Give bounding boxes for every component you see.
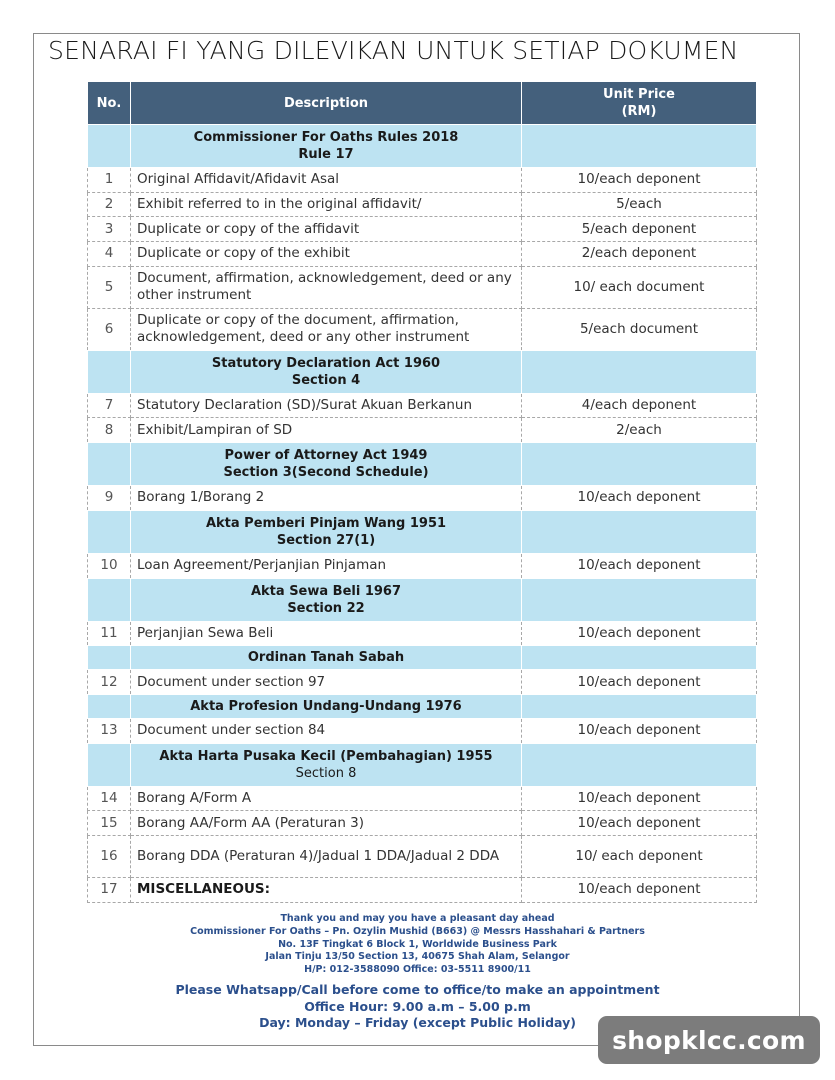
table-row: [88, 192, 757, 217]
section-number-cell: [88, 125, 131, 168]
section-title-line2: Rule 17: [298, 147, 354, 162]
row-unit-price: 5/each document: [522, 308, 757, 350]
table-row: [88, 553, 757, 578]
row-unit-price: 10/each deponent: [522, 877, 757, 902]
footer-contact-line: H/P: 012-3588090 Office: 03-5511 8900/11: [304, 964, 531, 976]
row-number: 3: [88, 217, 131, 242]
row-number: 12: [88, 670, 131, 695]
section-number-cell: [88, 510, 131, 553]
row-description: Original Affidavit/Afidavit Asal: [131, 168, 522, 193]
section-title: [131, 443, 522, 486]
row-unit-price: 4/each deponent: [522, 393, 757, 418]
section-title-line1: Ordinan Tanah Sabah: [247, 650, 405, 666]
section-price-cell: [522, 743, 757, 786]
row-unit-price: 10/each deponent: [522, 553, 757, 578]
footer-contact-line: Jalan Tinju 13/50 Section 13, 40675 Shah Alam, Selangor: [265, 951, 570, 963]
row-number: 15: [88, 811, 131, 836]
table-row: [88, 621, 757, 646]
row-number: 5: [88, 266, 131, 308]
footer-contact: [110, 913, 725, 977]
section-title-line1: Commissioner For Oaths Rules 2018: [193, 130, 459, 145]
row-number: 6: [88, 308, 131, 350]
row-unit-price: 10/each deponent: [522, 621, 757, 646]
row-description: Duplicate or copy of the document, affirmation, acknowledgement, deed or any other instrument: [131, 308, 522, 350]
row-number: 11: [88, 621, 131, 646]
section-price-cell: [522, 125, 757, 168]
row-description: Loan Agreement/Perjanjian Pinjaman: [131, 553, 522, 578]
section-number-cell: [88, 646, 131, 670]
row-number: 14: [88, 786, 131, 811]
section-number-cell: [88, 350, 131, 393]
section-header-row: [88, 125, 757, 168]
section-number-cell: [88, 578, 131, 621]
header-unit-price-currency: (RM): [621, 104, 657, 119]
page-title: SENARAI FI YANG DILEVIKAN UNTUK SETIAP DOKUMEN: [48, 36, 739, 65]
row-number: 10: [88, 553, 131, 578]
footer-notice-line: Day: Monday – Friday (except Public Holiday): [259, 1015, 576, 1030]
section-title-line2: Section 27(1): [276, 532, 376, 548]
section-title-line1: Akta Sewa Beli 1967: [250, 583, 402, 599]
section-title-line2: Section 4: [291, 372, 361, 388]
section-title: [131, 694, 522, 718]
section-title-line2: Section 22: [287, 600, 365, 616]
row-number: 9: [88, 486, 131, 511]
table-row: [88, 786, 757, 811]
table-row: [88, 393, 757, 418]
section-number-cell: [88, 694, 131, 718]
row-description: Document under section 84: [131, 718, 522, 743]
row-number: 13: [88, 718, 131, 743]
section-title-line1: Statutory Declaration Act 1960: [211, 355, 441, 371]
header-description: Description: [131, 82, 522, 125]
row-unit-price: 10/each deponent: [522, 786, 757, 811]
row-description: Exhibit referred to in the original affidavit/: [131, 192, 522, 217]
section-number-cell: [88, 743, 131, 786]
row-unit-price: 10/ each deponent: [522, 835, 757, 877]
section-title: [131, 510, 522, 553]
table-row: [88, 418, 757, 443]
table-row: [88, 266, 757, 308]
section-title-line2: Section 3(Second Schedule): [223, 465, 429, 481]
section-title-line1: Akta Harta Pusaka Kecil (Pembahagian) 1955: [159, 748, 493, 764]
section-title-line1: Akta Profesion Undang-Undang 1976: [190, 698, 462, 714]
row-unit-price: 10/ each document: [522, 266, 757, 308]
row-number: 7: [88, 393, 131, 418]
row-number: 8: [88, 418, 131, 443]
header-unit-price-label: Unit Price: [603, 87, 675, 102]
section-title-line2: Section 8: [295, 765, 357, 781]
row-number: 2: [88, 192, 131, 217]
section-header-row: [88, 443, 757, 486]
footer-notice-line: Office Hour: 9.00 a.m – 5.00 p.m: [304, 998, 531, 1014]
row-number: 17: [88, 877, 131, 902]
footer-contact-line: Commissioner For Oaths – Pn. Ozylin Mushid (B663) @ Messrs Hasshahari & Partners: [190, 925, 645, 937]
table-row: [88, 308, 757, 350]
row-number: 1: [88, 168, 131, 193]
row-number: 4: [88, 242, 131, 267]
table-row: [88, 486, 757, 511]
table-row: [88, 811, 757, 836]
watermark-badge: shopklcc.com: [598, 1016, 820, 1064]
row-description: Borang A/Form A: [131, 786, 522, 811]
section-header-row: [88, 350, 757, 393]
row-description: Exhibit/Lampiran of SD: [131, 418, 522, 443]
table-body: [88, 125, 757, 903]
section-price-cell: [522, 694, 757, 718]
section-number-cell: [88, 443, 131, 486]
section-header-row: [88, 510, 757, 553]
row-description: Borang DDA (Peraturan 4)/Jadual 1 DDA/Jadual 2 DDA: [131, 835, 522, 877]
section-price-cell: [522, 350, 757, 393]
row-unit-price: 2/each: [522, 418, 757, 443]
footer-contact-line: Thank you and may you have a pleasant day ahead: [280, 913, 555, 924]
row-description: MISCELLANEOUS:: [131, 877, 522, 902]
footer-notice-line: Please Whatsapp/Call before come to office/to make an appointment: [175, 982, 660, 997]
row-unit-price: 10/each deponent: [522, 811, 757, 836]
row-unit-price: 10/each deponent: [522, 670, 757, 695]
header-no: No.: [88, 82, 131, 125]
table-header-row: [88, 82, 757, 125]
table-row: [88, 877, 757, 902]
header-unit-price: [522, 82, 757, 125]
section-title: [131, 646, 522, 670]
row-unit-price: 2/each deponent: [522, 242, 757, 267]
section-price-cell: [522, 443, 757, 486]
section-price-cell: [522, 510, 757, 553]
row-description: Document under section 97: [131, 670, 522, 695]
table-row: [88, 670, 757, 695]
row-description: Perjanjian Sewa Beli: [131, 621, 522, 646]
section-header-row: [88, 578, 757, 621]
table-row: [88, 168, 757, 193]
section-header-row: [88, 694, 757, 718]
footer-contact-line: No. 13F Tingkat 6 Block 1, Worldwide Business Park: [278, 938, 557, 950]
table-row: [88, 718, 757, 743]
row-unit-price: 10/each deponent: [522, 486, 757, 511]
section-title: [131, 125, 522, 168]
section-title: [131, 743, 522, 786]
row-description: Duplicate or copy of the exhibit: [131, 242, 522, 267]
table-row: [88, 835, 757, 877]
section-header-row: [88, 646, 757, 670]
section-header-row: [88, 743, 757, 786]
row-unit-price: 10/each deponent: [522, 718, 757, 743]
row-description: Borang 1/Borang 2: [131, 486, 522, 511]
row-number: 16: [88, 835, 131, 877]
section-title-line1: Power of Attorney Act 1949: [224, 448, 428, 464]
section-price-cell: [522, 578, 757, 621]
row-unit-price: 5/each: [522, 192, 757, 217]
fee-table: [87, 81, 757, 903]
section-title: [131, 578, 522, 621]
row-unit-price: 5/each deponent: [522, 217, 757, 242]
section-price-cell: [522, 646, 757, 670]
row-description: Borang AA/Form AA (Peraturan 3): [131, 811, 522, 836]
row-description: Duplicate or copy of the affidavit: [131, 217, 522, 242]
table-row: [88, 217, 757, 242]
row-unit-price: 10/each deponent: [522, 168, 757, 193]
row-description: Statutory Declaration (SD)/Surat Akuan Berkanun: [131, 393, 522, 418]
section-title-line1: Akta Pemberi Pinjam Wang 1951: [205, 515, 447, 531]
table-row: [88, 242, 757, 267]
section-title: [131, 350, 522, 393]
row-description: Document, affirmation, acknowledgement, deed or any other instrument: [131, 266, 522, 308]
